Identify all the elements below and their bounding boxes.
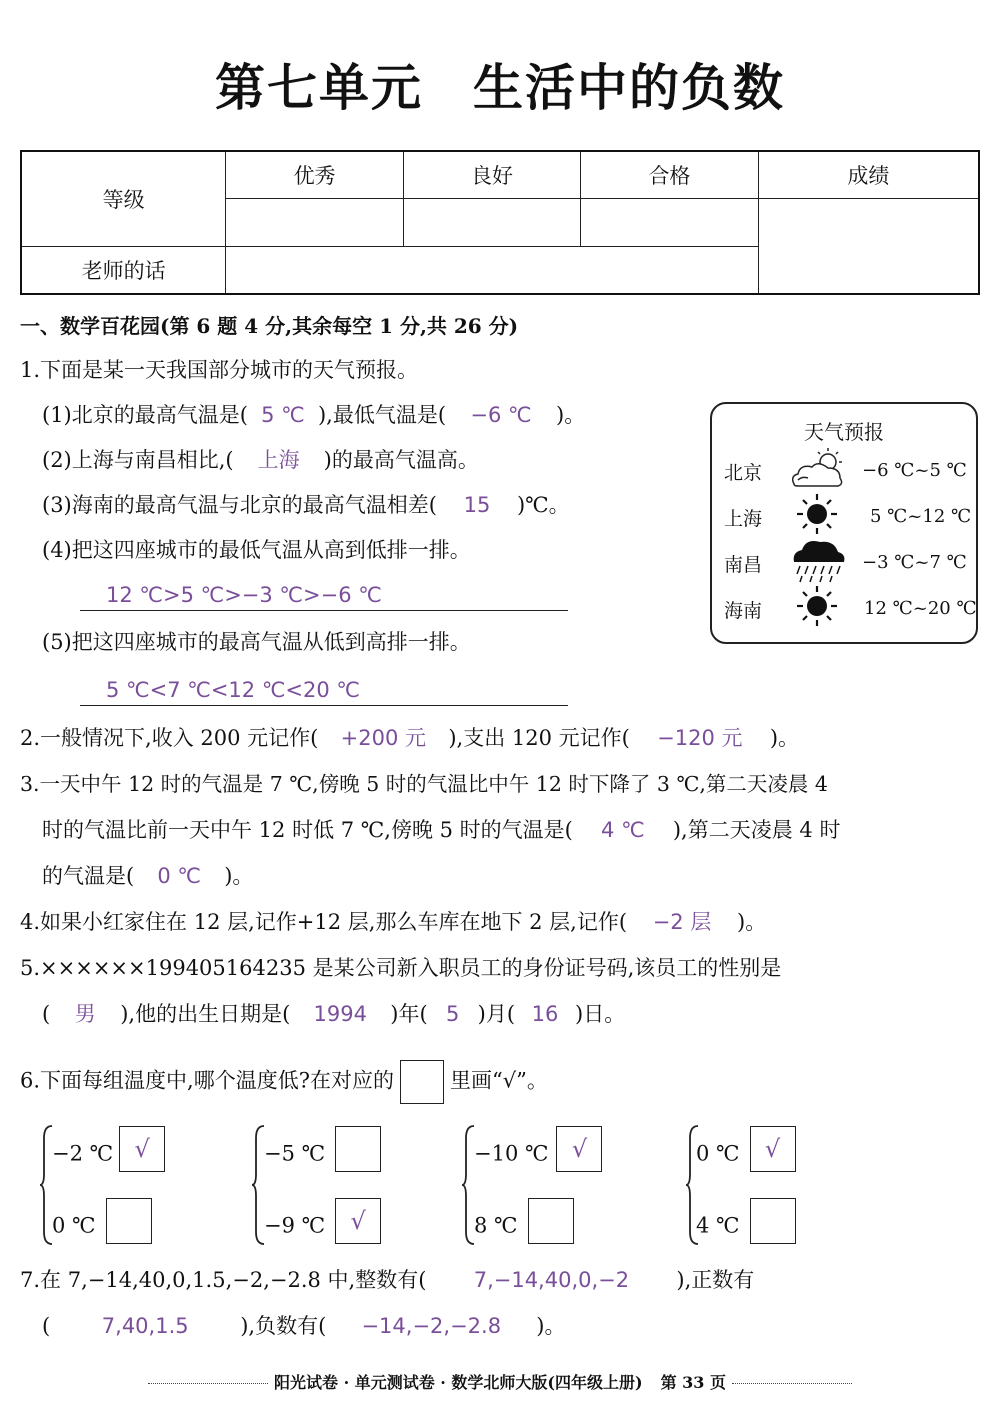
q6-group3-bottom: 8 ℃ [474, 1210, 574, 1244]
footer-dots-right [732, 1383, 852, 1384]
sun-icon [794, 492, 840, 540]
q1-part4: (4)把这四座城市的最低气温从高到低排一排。 [42, 538, 471, 562]
grade-table [20, 150, 980, 295]
grade-pass: 合格 [581, 151, 758, 198]
weather-city-beijing: 北京 [724, 462, 763, 484]
page-footer [0, 1370, 1000, 1393]
footer-dots-left [148, 1383, 268, 1384]
q5-line1: 5.××××××199405164235 是某公司新入职员工的身份证号码,该员工的性别是 [20, 956, 782, 980]
q3-line1: 3.一天中午 12 时的气温是 7 ℃,傍晚 5 时的气温比中午 12 时下降了 3 ℃,第二天凌晨 4 [20, 772, 828, 796]
q6-group2-top-box[interactable] [335, 1126, 381, 1172]
q6-group1-top-box[interactable]: √ [119, 1126, 165, 1172]
q2-answer1: +200 元 [340, 726, 427, 750]
weather-temp-beijing: −6 ℃~5 ℃ [862, 460, 967, 481]
q6-example-box [400, 1060, 444, 1104]
teacher-comment-cell [226, 246, 758, 294]
q3-line2: 时的气温比前一天中午 12 时低 7 ℃,傍晚 5 时的气温是( 4 ℃ ),第二天凌晨 4 时 [42, 818, 841, 842]
score-header: 成绩 [758, 151, 979, 198]
footer-book-title: 阳光试卷 · 单元测试卷 · 数学北师大版(四年级上册) [274, 1373, 643, 1392]
q6-group2-bottom-box[interactable]: √ [335, 1198, 381, 1244]
q1-part5: (5)把这四座城市的最高气温从低到高排一排。 [42, 630, 471, 654]
section-score-note: (第 6 题 4 分,其余每空 1 分,共 26 分) [160, 314, 519, 338]
q5-answer-day: 16 [531, 1002, 559, 1026]
footer-page-number: 第 33 页 [660, 1373, 726, 1392]
q6-group3-top: −10 ℃ √ [474, 1138, 602, 1172]
q6-group3-top-box[interactable]: √ [556, 1126, 602, 1172]
q7-line1: 7.在 7,−14,40,0,1.5,−2,−2.8 中,整数有( 7,−14,40,0,−2 ),正数有 [20, 1268, 755, 1292]
q6-group2-bottom: −9 ℃ √ [264, 1210, 381, 1244]
q1-part4-answer-line [80, 585, 568, 611]
q5-answer-year: 1994 [313, 1002, 367, 1026]
teacher-comment-label: 老师的话 [21, 246, 226, 294]
q1-stem: 1.下面是某一天我国部分城市的天气预报。 [20, 358, 419, 382]
q6-group1-top: −2 ℃ √ [52, 1138, 165, 1172]
weather-title: 天气预报 [804, 420, 884, 444]
weather-temp-nanchang: −3 ℃~7 ℃ [862, 552, 967, 573]
score-cell [758, 198, 979, 294]
weather-city-nanchang: 南昌 [724, 554, 763, 576]
weather-city-hainan: 海南 [724, 600, 763, 622]
q6-group4-top: 0 ℃ √ [696, 1138, 796, 1172]
q3-line3: 的气温是( 0 ℃ )。 [42, 864, 254, 888]
q6-group3-bottom-box[interactable] [528, 1198, 574, 1244]
q1-part1-answer1: 5 ℃ [261, 403, 305, 427]
weather-temp-shanghai: 5 ℃~12 ℃ [870, 506, 972, 527]
grade-label: 等级 [21, 151, 226, 246]
page-title [0, 48, 1000, 120]
sun-icon [794, 584, 840, 632]
rain-icon [790, 536, 846, 588]
weather-temp-hainan: 12 ℃~20 ℃ [864, 598, 977, 619]
unit-number: 第七单元 [215, 59, 423, 117]
q1-part3: (3)海南的最高气温与北京的最高气温相差( 15 )℃。 [42, 493, 570, 517]
q1-part2-answer: 上海 [257, 448, 300, 472]
grade-excellent-cell [226, 198, 403, 246]
q5-answer-sex: 男 [74, 1002, 96, 1026]
q7-answer-integers: 7,−14,40,0,−2 [473, 1268, 630, 1292]
weather-forecast-box [710, 402, 978, 644]
q1-part5-answer-line [80, 680, 568, 706]
grade-good: 良好 [403, 151, 580, 198]
q7-answer-positives: 7,40,1.5 [101, 1314, 189, 1338]
q1-part1: (1)北京的最高气温是( 5 ℃ ),最低气温是( −6 ℃ )。 [42, 403, 586, 427]
q2-answer2: −120 元 [657, 726, 743, 750]
q4: 4.如果小红家住在 12 层,记作+12 层,那么车库在地下 2 层,记作( −2 层 )。 [20, 910, 767, 934]
q4-answer: −2 层 [652, 910, 712, 934]
q1-part2: (2)上海与南昌相比,( 上海 )的最高气温高。 [42, 448, 479, 472]
q2: 2.一般情况下,收入 200 元记作( +200 元 ),支出 120 元记作( −120 元 )。 [20, 726, 800, 750]
section-heading [20, 316, 518, 336]
q6-group1-bottom: 0 ℃ [52, 1210, 152, 1244]
cloudy-icon [788, 446, 850, 494]
q3-answer1: 4 ℃ [601, 818, 645, 842]
q1-part5-answer: 5 ℃<7 ℃<12 ℃<20 ℃ [106, 678, 360, 702]
q5-line2: ( 男 ),他的出生日期是( 1994 )年( 5 )月( 16 )日。 [42, 1002, 626, 1026]
grade-excellent: 优秀 [226, 151, 403, 198]
q5-answer-month: 5 [445, 1002, 460, 1026]
q6-stem: 6.下面每组温度中,哪个温度低?在对应的 里画“√”。 [20, 1060, 548, 1104]
grade-good-cell [403, 198, 580, 246]
q1-part4-answer: 12 ℃>5 ℃>−3 ℃>−6 ℃ [106, 583, 382, 607]
q1-part3-answer: 15 [463, 493, 491, 517]
q6-group1-bottom-box[interactable] [106, 1198, 152, 1244]
grade-pass-cell [581, 198, 758, 246]
q6-group2-top: −5 ℃ [264, 1138, 381, 1172]
q6-group4-top-box[interactable]: √ [750, 1126, 796, 1172]
q1-part1-answer2: −6 ℃ [470, 403, 532, 427]
weather-city-shanghai: 上海 [724, 508, 763, 530]
q7-answer-negatives: −14,−2,−2.8 [361, 1314, 502, 1338]
unit-name: 生活中的负数 [473, 59, 785, 117]
q6-group4-bottom: 4 ℃ [696, 1210, 796, 1244]
q6-group4-bottom-box[interactable] [750, 1198, 796, 1244]
section-title: 一、数学百花园 [20, 314, 160, 338]
q3-answer2: 0 ℃ [157, 864, 202, 888]
q7-line2: ( 7,40,1.5 ),负数有( −14,−2,−2.8 )。 [42, 1314, 566, 1338]
